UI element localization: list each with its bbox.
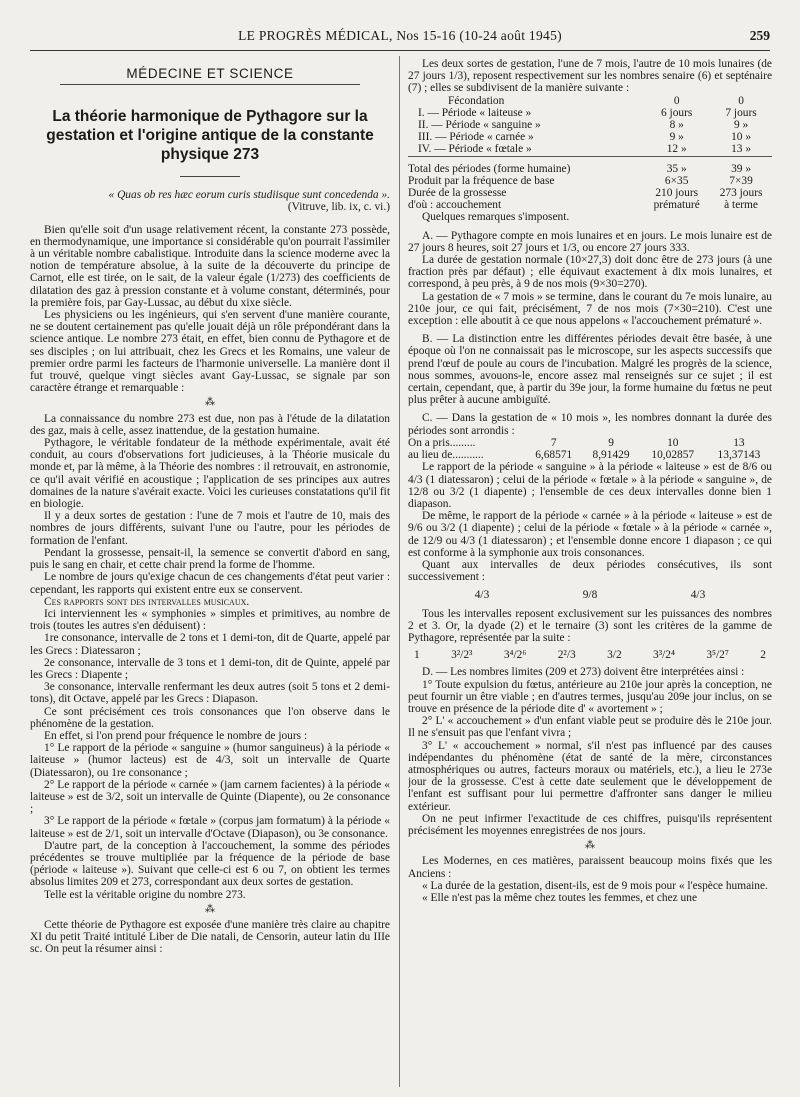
rounding-table xyxy=(408,437,772,461)
paragraph: A. — Pythagore compte en mois lunaires et en jours. Le mois lunaire est de 27 jours 8 heures, soit 27 jours et 1/3, ou encore 27 jours 333. xyxy=(408,229,772,254)
cell-senaire: prématuré xyxy=(653,199,700,212)
row-label: Fécondation xyxy=(448,94,505,107)
gestation-table xyxy=(408,95,772,212)
paragraph: Telle est la véritable origine du nombre 273. xyxy=(44,888,246,901)
paragraph: Ce sont précisément ces trois consonances que l'on observe dans le phénomène de la gestation. xyxy=(30,705,390,730)
table-row xyxy=(408,175,772,187)
paragraph: En effet, si l'on prend pour fréquence le nombre de jours : xyxy=(44,729,308,742)
cell-senaire: 6×35 xyxy=(664,174,689,187)
right-column xyxy=(408,58,772,1097)
section-rule xyxy=(60,84,360,85)
interval: 4/3 xyxy=(690,589,706,602)
paragraph: « Elle n'est pas la même chez toutes les femmes, et chez une xyxy=(422,892,698,904)
paragraph: D'autre part, de la conception à l'accouchement, la somme des périodes précédentes se trouve multipliée par la fréquence de la période de base (période « laiteuse »). Suivant que celle-ci est 6 ou 7, on obtient les termes absolus limites 209 et 273, correspondant aux deux sortes de gestation. xyxy=(30,839,390,889)
paragraph: Les deux sortes de gestation, l'une de 7 mois, l'autre de 10 mois lunaires (de 27 jours 1/3), reposent respectivement sur les nombres senaire (6) et septénaire (7) ; elles se subdivisent de la manière suivante : xyxy=(408,58,772,95)
cell-septenaire: à terme xyxy=(724,199,758,212)
value-cell: 9 xyxy=(608,436,614,449)
table-row xyxy=(408,437,772,449)
paragraph: Cette théorie de Pythagore est exposée d'une manière très claire au chapitre XI du petit Traité intitulé Liber de Die natali, de Censorin, auteur latin du IIIe sc. On peut la résumer ainsi : xyxy=(30,918,390,956)
scale-step: 3³/2⁴ xyxy=(653,649,675,662)
paragraph: 2° Le rapport de la période « carnée » (jam carnem facientes) à la période « laiteuse » est de 3/2, soit un intervalle de Quinte (Diapente), ou 2e consonance ; xyxy=(30,778,390,816)
paragraph: 1re consonance, intervalle de 2 tons et 1 demi-ton, dit de Quarte, appelé par les Grecs : Diatessaron ; xyxy=(30,632,390,657)
article-title: La théorie harmonique de Pythagore sur la gestation et l'origine antique de la constante physique 273 xyxy=(46,108,374,164)
paragraph: 1° Le rapport de la période « sanguine » (humor sanguineus) à la période « laiteuse » (humor lacteus) est de 4/3, soit un intervalle de Quarte (Diatessaron), ou 1re consonance ; xyxy=(30,742,390,779)
paragraph: De même, le rapport de la période « carnée » à la période « laiteuse » est de 9/6 ou 3/2 (1 diapente) ; celui de la période « fœtale » à la période « carnée », de 12/9 ou 4/3 (1 diatessaron) ; et l'ensemble donne encore 1 diapason ; ce qui est conforme à la symphonie aux trois consonances. xyxy=(408,510,772,559)
paragraph: Quant aux intervalles de deux périodes consécutives, ils sont successivement : xyxy=(408,558,772,584)
paragraph: Les Modernes, en ces matières, paraissent beaucoup moins fixés que les Anciens : xyxy=(408,855,772,880)
value-cell: 13 xyxy=(733,436,745,449)
row-label: III. — Période « carnée » xyxy=(418,131,534,144)
paragraph: 2° L' « accouchement » d'un enfant viable peut se produire dès le 210e jour. Il ne s'ensuit pas que l'enfant vivra ; xyxy=(408,715,772,740)
header-rule xyxy=(30,50,770,51)
section-heading: MÉDECINE ET SCIENCE xyxy=(126,66,294,81)
scale-step: 3⁵/2⁷ xyxy=(706,649,729,662)
paragraph: Pythagore, le véritable fondateur de la méthode expérimentale, avait été conduit, au cours d'observations fort judicieuses, à la Théorie musicale du monde et, par là même, à la Théorie des nombres : il retrouvait, en astronomie, ce qu'il avait vérifié en acoustique ; l'application de ses principes aux autres domaines de la nature s'avérait exacte. Voici les curieuses constatations qu'il fit en biologie. xyxy=(30,437,390,511)
cell-septenaire: 9 » xyxy=(733,119,749,132)
paragraph: Quelques remarques s'imposent. xyxy=(422,211,570,224)
paragraph: 3° L' « accouchement » normal, s'il n'est pas influencé par des causes indépendantes du phénomène (état de santé de la mère, circonstances atmosphériques ou autres, facteurs moraux ou matériels, etc.), a lieu le 273e jour de la grossesse. C'est à cette date seulement que le développement de l'enfant est suffisant pour lui permettre d'affronter sans danger le milieu extérieur. xyxy=(408,739,772,813)
paragraph: Le nombre de jours qu'exige chacun de ces changements d'état peut varier : cependant, les rapports qui existent entre eux se conservent. xyxy=(30,571,390,596)
journal-title: LE PROGRÈS MÉDICAL, Nos 15-16 (10-24 août 1945) xyxy=(238,28,562,43)
cell-senaire: 12 » xyxy=(666,143,687,156)
value-cell: 10 xyxy=(667,436,679,449)
cell-senaire: 8 » xyxy=(669,119,684,132)
row-label: d'où : accouchement xyxy=(408,199,502,212)
table-row xyxy=(408,143,772,156)
table-row xyxy=(408,95,772,107)
paragraph: B. — La distinction entre les différentes périodes devait être basée, à une époque où l'on ne connaissait pas le microscope, sur les aspects successifs que prend l'œuf de poule au cours de l'incubation. Malgré les progrès de la science, nous sommes, avouons-le, encore assez mal renseignés sur ce sujet ; il est certain, cependant, que, à partir du 39e jour, la forme humaine du fœtus ne peut plus prêter à aucune ambiguïté. xyxy=(408,333,772,407)
row-label: Produit par la fréquence de base xyxy=(408,174,555,187)
interval: 4/3 xyxy=(474,589,490,602)
value-cell: 8,91429 xyxy=(592,449,630,462)
table-row xyxy=(408,119,772,131)
epigraph-source: (Vitruve, lib. ix, c. vi.) xyxy=(287,201,390,214)
row-label: II. — Période « sanguine » xyxy=(418,119,541,132)
title-rule xyxy=(180,176,240,177)
value-cell: 10,02857 xyxy=(651,449,695,462)
table-row xyxy=(408,449,772,461)
cell-senaire: 210 jours xyxy=(655,187,699,200)
running-header xyxy=(30,28,770,48)
cell-septenaire: 39 » xyxy=(731,162,752,175)
scale-step: 3²/2³ xyxy=(451,649,473,662)
paragraph: 2e consonance, intervalle de 3 tons et 1 demi-ton, dit de Quinte, appelé par les Grecs : Diapente ; xyxy=(30,656,390,681)
column-separator xyxy=(399,56,400,1087)
scale-step: 3⁴/2⁶ xyxy=(503,649,527,662)
paragraph: Ici interviennent les « symphonies » simples et primitives, au nombre de trois (toutes les autres s'en déduisent) : xyxy=(30,607,390,633)
scale-step: 2²/3 xyxy=(557,649,576,662)
paragraph: Le rapport de la période « sanguine » à la période « laiteuse » est de 8/6 ou 4/3 (1 diatessaron) ; celui de la période « fœtale » à la période « sanguine », de 12/8 ou 3/2 (1 diapente) ; l'ensemble de ces deux intervalles donne bien 1 diapason. xyxy=(408,461,772,510)
paragraph: Il y a deux sortes de gestation : l'une de 7 mois et l'autre de 10, mais des nombres de jours différents, suivant l'une ou l'autre, pour les périodes de formation de l'enfant. xyxy=(30,510,390,547)
cell-septenaire: 273 jours xyxy=(719,187,763,200)
paragraph: On ne peut infirmer l'exactitude de ces chiffres, puisqu'ils représentent précisément les moyennes enregistrées de nos jours. xyxy=(408,812,772,837)
paragraph: D. — Les nombres limites (209 et 273) doivent être interprétées ainsi : xyxy=(422,666,745,679)
table-row xyxy=(408,107,772,119)
value-cell: 6,68571 xyxy=(535,449,573,462)
paragraph: 3e consonance, intervalle renfermant les deux autres (soit 5 tons et 2 demi-tons), dit Octave, appelé par les Grecs : Diapason. xyxy=(30,681,390,706)
paragraph: Pendant la grossesse, pensait-il, la semence se convertit d'abord en sang, puis le sang en chair, et cette chair prend la forme de l'homme. xyxy=(30,546,390,572)
paragraph: « La durée de la gestation, disent-ils, est de 9 mois pour « l'espèce humaine. xyxy=(422,879,768,892)
cell-septenaire: 7 jours xyxy=(725,106,757,119)
cell-septenaire: 7×39 xyxy=(729,174,753,187)
cell-senaire: 0 xyxy=(673,94,680,107)
paragraph: Bien qu'elle soit d'un usage relativement récent, la constante 273 possède, en thermodynamique, une importance si considérable qu'on pourrait l'assimiler à un véritable nombre cabalistique. Introduite dans la science moderne avec la notion de température absolue, à la suite de la découverte du principe de Carnot, elle est tirée, on le sait, de la valeur égale (1/273) des coefficients de dilatation des gaz à pression constante et à volume constant, déterminés, pour la première fois, par Gay-Lussac, au début du xixe siècle. xyxy=(30,223,390,309)
scale-step: 2 xyxy=(760,649,766,662)
value-cell: 13,37143 xyxy=(717,449,761,462)
cell-septenaire: 10 » xyxy=(731,131,752,144)
epigraph: « Quas ob res hæc eorum curis studiisque sunt concedenda ». xyxy=(108,189,390,202)
subheading: Ces rapports sont des intervalles musicaux. xyxy=(44,595,250,608)
cell-septenaire: 13 » xyxy=(731,143,752,156)
table-row xyxy=(408,156,772,175)
asterism: ⁂ xyxy=(205,397,215,409)
asterism: ⁂ xyxy=(205,903,215,915)
left-column xyxy=(30,58,390,1097)
cell-senaire: 35 » xyxy=(666,162,687,175)
scale-step: 3/2 xyxy=(607,649,622,662)
interval: 9/8 xyxy=(582,589,598,602)
paragraph: La connaissance du nombre 273 est due, non pas à l'étude de la dilatation des gaz, mais à celle, assez inattendue, de la gestation humaine. xyxy=(30,412,390,437)
cell-senaire: 6 jours xyxy=(661,106,693,119)
row-label: au lieu de........... xyxy=(408,449,484,462)
paragraph: 1° Toute expulsion du fœtus, antérieure au 210e jour après la conception, ne peut fournir un être viable ; en d'autres termes, jusqu'au 209e jour inclus, on se trouve en présence de la période dite d' « avortement » ; xyxy=(408,678,772,715)
table-row xyxy=(408,187,772,199)
cell-septenaire: 0 xyxy=(738,94,744,107)
row-label: Durée de la grossesse xyxy=(408,187,507,200)
paragraph: Tous les intervalles reposent exclusivement sur les puissances des nombres 2 et 3. Or, la dyade (2) et le ternaire (3) sont les critères de la gamme de Pythagore, représentée par la suite : xyxy=(408,607,772,644)
paragraph: La gestation de « 7 mois » se termine, dans le courant du 7e mois lunaire, au 210e jour, ce qui fait, précisément, 7 de nos mois (7×30=210). C'est une exception : elle aboutit à ce que nous appelons « l'accouchement prématuré ». xyxy=(408,290,772,328)
interval-list xyxy=(428,589,752,601)
cell-senaire: 9 » xyxy=(669,131,684,144)
paragraph: La durée de gestation normale (10×27,3) doit donc être de 273 jours (à une fraction près par défaut) ; elle équivaut exactement à dix mois lunaires, et correspond, à peu près, à 9 de nos mois (9×30=270). xyxy=(408,254,772,291)
asterism: ⁂ xyxy=(585,840,595,852)
paragraph: 3° Le rapport de la période « fœtale » (corpus jam formatum) à la période « laiteuse » est de 2/1, soit un intervalle d'Octave (Diapason), ou 3e consonance. xyxy=(30,815,390,840)
value-cell: 7 xyxy=(550,436,557,449)
row-label: I. — Période « laiteuse » xyxy=(418,106,532,119)
table-row xyxy=(408,199,772,211)
row-label: On a pris......... xyxy=(408,436,476,449)
paragraph: C. — Dans la gestation de « 10 mois », les nombres donnant la durée des périodes sont arrondis : xyxy=(408,412,772,437)
paragraph: Les physiciens ou les ingénieurs, qui s'en servent d'une manière courante, ne se doutent certainement pas qu'elle jouait déjà un rôle prépondérant dans la science antique. Le nombre 273 était, en effet, bien connu de Pythagore et de ses disciples ; on lui attribuait, chez les Grecs et les Romains, une valeur de premier ordre parmi les facteurs de l'harmonie universelle. La manière dont il fut trouvé, quelque vingt siècles avant Gay-Lussac, se signale par son caractère étrange et remarquable : xyxy=(30,309,390,395)
page-number: 259 xyxy=(749,28,770,43)
table-row xyxy=(408,131,772,143)
pythagorean-scale xyxy=(414,649,766,661)
row-label: Total des périodes (forme humaine) xyxy=(408,162,571,175)
row-label: IV. — Période « fœtale » xyxy=(418,143,532,156)
scale-step: 1 xyxy=(414,649,420,662)
